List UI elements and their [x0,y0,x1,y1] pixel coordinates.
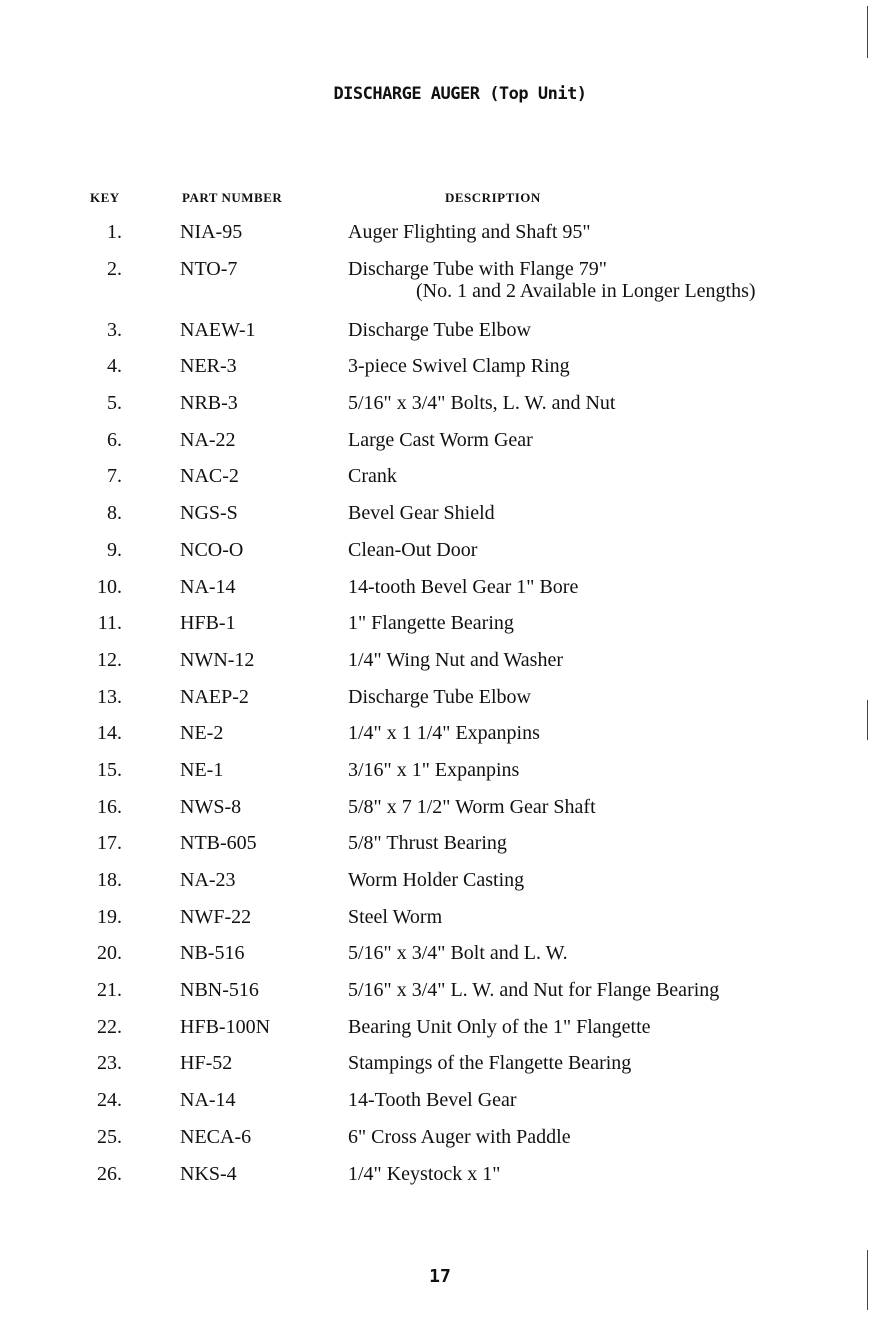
table-row [0,935,870,972]
description-cell: 5/16" x 3/4" Bolts, L. W. and Nut [348,392,616,415]
part-number-cell: NWF-22 [180,905,252,928]
description-cell: Worm Holder Casting [348,869,525,891]
key-cell: 12. [97,648,122,671]
column-header-description: DESCRIPTION [445,190,541,205]
description-cell: Steel Worm [348,905,443,928]
key-cell: 5. [107,392,122,415]
part-number-cell: NCO-O [180,538,244,561]
description-cell: 1/4" x 1 1/4" Expanpins [348,722,540,745]
table-row [0,825,870,862]
key-cell: 13. [97,685,122,708]
description-cell: Crank [348,465,397,488]
parts-table [0,214,870,1192]
part-number-cell: NKS-4 [180,1162,237,1185]
key-cell: 2. [107,257,122,280]
description-cell: 3/16" x 1" Expanpins [348,758,520,781]
key-cell: 4. [107,355,122,378]
page-number: 17 [429,1266,451,1287]
table-row [0,789,870,826]
description-cell: 5/16" x 3/4" L. W. and Nut for Flange Bearing [348,979,720,1002]
table-row [0,569,870,606]
table-row [0,972,870,1009]
description-cell: 1/4" Wing Nut and Washer [348,648,563,671]
part-number-cell: HFB-1 [180,612,236,635]
part-number-cell: NWS-8 [180,795,242,818]
key-cell: 9. [107,538,122,561]
key-cell: 11. [97,612,122,635]
part-number-cell: HFB-100N [180,1015,271,1038]
part-number-cell: NBN-516 [180,979,259,1002]
part-number-cell: NA-23 [180,869,236,891]
scan-edge-mark [867,700,868,740]
description-cell: Large Cast Worm Gear [348,428,533,451]
description-cell: 1" Flangette Bearing [348,612,514,635]
key-cell: 18. [97,869,122,891]
table-row [0,1009,870,1046]
description-cell: Auger Flighting and Shaft 95" [348,221,591,243]
table-row [0,385,870,422]
key-cell: 17. [97,832,122,855]
key-cell: 22. [97,1015,122,1038]
table-row [0,642,870,679]
description-cell: 5/8" Thrust Bearing [348,832,507,855]
table-row [0,214,870,251]
table-row [0,348,870,385]
part-number-cell: NWN-12 [180,648,255,671]
part-number-cell: NA-14 [180,575,236,598]
part-number-cell: NIA-95 [180,221,243,243]
key-cell: 8. [107,502,122,525]
table-row [0,679,870,716]
table-row [0,899,870,936]
part-number-cell: NTO-7 [180,257,238,280]
key-cell: 3. [107,318,122,341]
key-cell: 6. [107,428,122,451]
table-row [0,1045,870,1082]
table-row [0,862,870,899]
key-cell: 24. [97,1089,122,1112]
column-header-key: KEY [90,190,120,205]
table-row [0,458,870,495]
part-number-cell: NAC-2 [180,465,239,488]
description-cell: 14-tooth Bevel Gear 1" Bore [348,575,579,598]
description-cell: 5/16" x 3/4" Bolt and L. W. [348,942,568,965]
key-cell: 1. [107,221,122,243]
table-row [0,251,870,312]
description-cell: 3-piece Swivel Clamp Ring [348,355,570,378]
table-row [0,715,870,752]
part-number-cell: HF-52 [180,1052,233,1075]
scan-edge-mark [867,1250,868,1310]
table-row [0,422,870,459]
table-row [0,1156,870,1193]
table-row [0,1119,870,1156]
part-number-cell: NECA-6 [180,1125,252,1148]
description-cell: Discharge Tube Elbow [348,685,531,708]
key-cell: 20. [97,942,122,965]
key-cell: 21. [97,979,122,1002]
part-number-cell: NGS-S [180,502,238,525]
part-number-cell: NE-1 [180,758,224,781]
key-cell: 10. [97,575,122,598]
part-number-cell: NAEP-2 [180,685,249,708]
page-title: DISCHARGE AUGER (Top Unit) [333,84,587,104]
key-cell: 16. [97,795,122,818]
key-cell: 25. [97,1125,122,1148]
key-cell: 19. [97,905,122,928]
key-cell: 7. [107,465,122,488]
description-cell: Clean-Out Door [348,538,478,561]
part-number-cell: NER-3 [180,355,237,378]
table-row [0,1082,870,1119]
part-number-cell: NTB-605 [180,832,257,855]
description-cell: 5/8" x 7 1/2" Worm Gear Shaft [348,795,596,818]
table-row [0,532,870,569]
description-cell: Discharge Tube Elbow [348,318,531,341]
part-number-cell: NRB-3 [180,392,238,415]
table-row [0,752,870,789]
description-cell: Bearing Unit Only of the 1" Flangette [348,1015,651,1038]
description-cell: Stampings of the Flangette Bearing [348,1052,632,1075]
table-row [0,605,870,642]
key-cell: 26. [97,1162,122,1185]
column-header-part-number: PART NUMBER [182,190,283,205]
description-cell: Bevel Gear Shield [348,502,495,525]
table-row [0,312,870,349]
part-number-cell: NA-14 [180,1089,236,1112]
description-note: (No. 1 and 2 Available in Longer Lengths) [416,279,756,302]
part-number-cell: NB-516 [180,942,245,965]
part-number-cell: NAEW-1 [180,318,256,341]
key-cell: 23. [97,1052,122,1075]
scan-edge-mark [867,6,868,58]
key-cell: 14. [97,722,122,745]
table-row [0,495,870,532]
part-number-cell: NA-22 [180,428,236,451]
part-number-cell: NE-2 [180,722,224,745]
description-cell: Discharge Tube with Flange 79" [348,257,607,280]
description-cell: 6" Cross Auger with Paddle [348,1125,571,1148]
description-cell: 1/4" Keystock x 1" [348,1162,501,1185]
key-cell: 15. [97,758,122,781]
description-cell: 14-Tooth Bevel Gear [348,1089,517,1112]
